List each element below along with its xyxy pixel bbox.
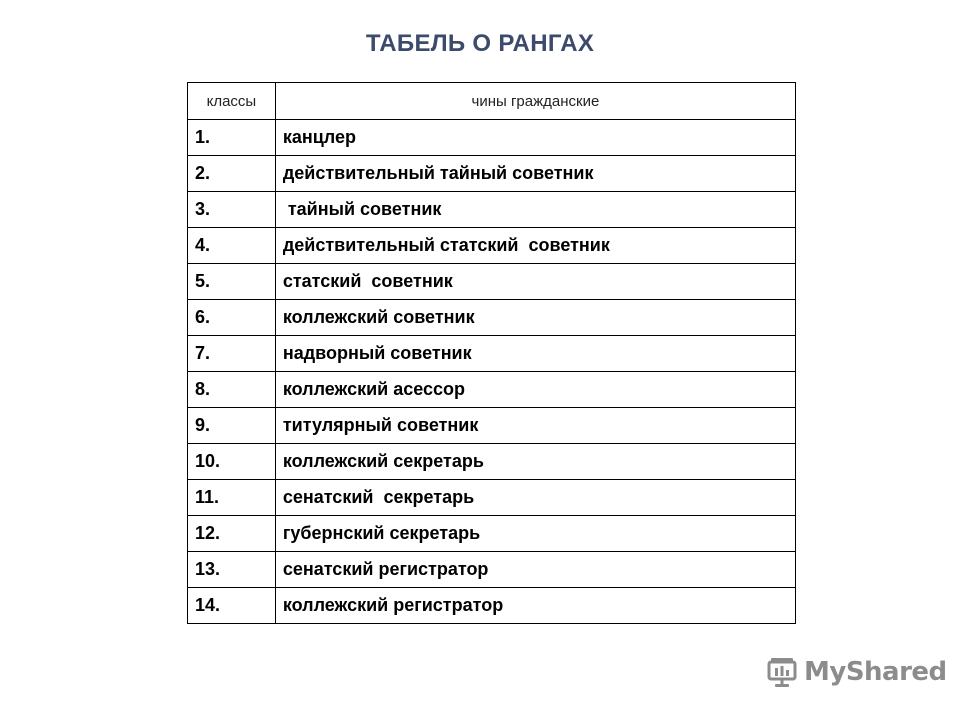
watermark[interactable] [766, 656, 947, 688]
rank-cell: действительный статский советник [275, 228, 795, 264]
class-cell: 13. [188, 552, 276, 588]
rank-cell: сенатский регистратор [275, 552, 795, 588]
rank-cell: канцлер [275, 120, 795, 156]
rank-cell: коллежский секретарь [275, 444, 795, 480]
class-cell: 4. [188, 228, 276, 264]
rank-cell: действительный тайный советник [275, 156, 795, 192]
table-row [188, 408, 796, 444]
table-row [188, 156, 796, 192]
class-cell: 8. [188, 372, 276, 408]
header-civil-ranks: чины гражданские [275, 83, 795, 120]
class-cell: 10. [188, 444, 276, 480]
table-header-row [188, 83, 796, 120]
rank-cell: титулярный советник [275, 408, 795, 444]
ranks-table [187, 82, 796, 624]
class-cell: 12. [188, 516, 276, 552]
watermark-text: MyShared [804, 657, 947, 687]
table-row [188, 300, 796, 336]
table-row [188, 444, 796, 480]
table-row [188, 120, 796, 156]
table-row [188, 480, 796, 516]
rank-cell: коллежский асессор [275, 372, 795, 408]
rank-cell: коллежский регистратор [275, 588, 795, 624]
class-cell: 6. [188, 300, 276, 336]
table-row [188, 264, 796, 300]
header-classes: классы [188, 83, 276, 120]
table-row [188, 516, 796, 552]
class-cell: 2. [188, 156, 276, 192]
table-row [188, 588, 796, 624]
rank-cell: статский советник [275, 264, 795, 300]
table-row [188, 192, 796, 228]
class-cell: 9. [188, 408, 276, 444]
table-row [188, 552, 796, 588]
class-cell: 11. [188, 480, 276, 516]
table-row [188, 228, 796, 264]
page-title: ТАБЕЛЬ О РАНГАХ [365, 30, 595, 57]
class-cell: 5. [188, 264, 276, 300]
rank-cell: сенатский секретарь [275, 480, 795, 516]
class-cell: 7. [188, 336, 276, 372]
table-row [188, 336, 796, 372]
class-cell: 3. [188, 192, 276, 228]
table-row [188, 372, 796, 408]
rank-cell: коллежский советник [275, 300, 795, 336]
presentation-board-icon [766, 656, 798, 688]
rank-cell: тайный советник [275, 192, 795, 228]
class-cell: 1. [188, 120, 276, 156]
rank-cell: надворный советник [275, 336, 795, 372]
rank-cell: губернский секретарь [275, 516, 795, 552]
class-cell: 14. [188, 588, 276, 624]
